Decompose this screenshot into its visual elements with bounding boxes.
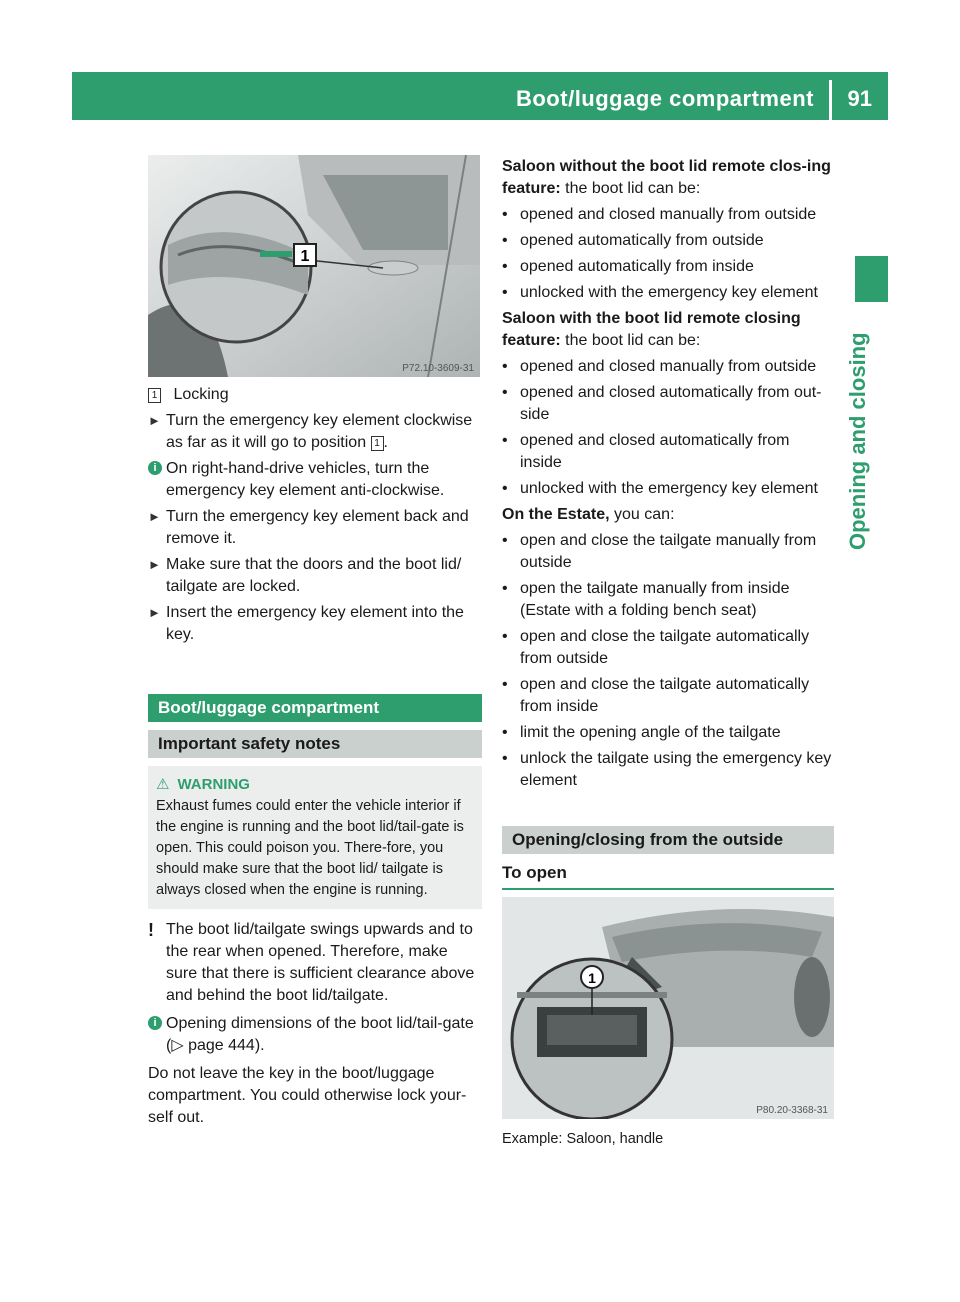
- boot-handle-illustration: [502, 897, 834, 1119]
- figure1-callout: 1: [300, 248, 310, 265]
- note1-text: The boot lid/tailgate swings upwards and to the rear when opened. Therefore, make sure that there is sufficient clearance above and behind the boot lid/tailgate.: [166, 921, 475, 1004]
- list-item: • limit the opening angle of the tailgate: [502, 724, 781, 741]
- saloon-remote-rest: the boot lid can be:: [560, 332, 701, 349]
- list-item: • unlock the tailgate using the emergency key element: [502, 750, 832, 789]
- saloon-no-remote-intro: [502, 156, 834, 200]
- list-item: • opened and closed manually from outside: [502, 358, 817, 375]
- warning-triangle-icon: ⚠: [156, 776, 170, 793]
- note-swing: [148, 919, 482, 1007]
- right-column: [502, 156, 834, 796]
- list-item: • open the tailgate manually from inside (Estate with a folding bench seat): [502, 580, 790, 619]
- boot-section: [148, 694, 482, 1133]
- warning-box: [148, 766, 482, 909]
- step-arrow-icon: ►: [148, 413, 161, 428]
- estate-heading: On the Estate,: [502, 506, 610, 523]
- step3-text: Make sure that the doors and the boot lid/ tailgate are locked.: [166, 556, 462, 595]
- step-check-locked: [148, 554, 482, 598]
- figure2-callout: 1: [588, 970, 596, 986]
- info2-text: Opening dimensions of the boot lid/tail-gate (▷ page 444).: [166, 1015, 474, 1054]
- step-arrow-icon: ►: [148, 605, 161, 620]
- section-title-opening: Opening/closing from the outside: [502, 826, 834, 854]
- list-item: • opened and closed automatically from inside: [502, 432, 790, 471]
- step-insert-key: [148, 602, 482, 646]
- warning-text: Exhaust fumes could enter the vehicle interior if the engine is running and the boot lid/tail-gate is open. This could poison you. There-fore, you should make sure that the boot lid/ tailgate is always closed when the engine is running.: [156, 798, 464, 898]
- list-item: • opened automatically from inside: [502, 258, 754, 275]
- estate-intro: [502, 504, 834, 526]
- list-item: • opened automatically from outside: [502, 232, 764, 249]
- figure2-code: P80.20-3368-31: [756, 1105, 828, 1116]
- figure2-caption: Example: Saloon, handle: [502, 1131, 664, 1147]
- callout-box: 1: [148, 388, 161, 403]
- step1-text: Turn the emergency key element clockwise as far as it will go to position: [166, 412, 473, 451]
- page-number: 91: [847, 86, 872, 111]
- list-item: • opened and closed automatically from out-side: [502, 384, 822, 423]
- list-item: • open and close the tailgate manually from outside: [502, 532, 817, 571]
- door-lock-illustration: [148, 155, 480, 377]
- info1-text: On right-hand-drive vehicles, turn the emergency key element anti-clockwise.: [166, 460, 445, 499]
- figure1-code: P72.10-3609-31: [402, 363, 474, 374]
- subsection-safety-notes: Important safety notes: [148, 730, 482, 758]
- door-lock-figure: [148, 155, 480, 377]
- side-tab-marker: [855, 256, 888, 302]
- section-title-boot: Boot/luggage compartment: [148, 694, 482, 722]
- heading-to-open: To open: [502, 862, 834, 890]
- locking-caption: [148, 384, 482, 406]
- step-turn-back: [148, 506, 482, 550]
- list-item: • open and close the tailgate automatically from inside: [502, 676, 810, 715]
- boot-handle-figure: [502, 897, 834, 1119]
- saloon-remote-intro: [502, 308, 834, 352]
- estate-rest: you can:: [609, 506, 675, 523]
- saloon-no-remote-rest: the boot lid can be:: [560, 180, 701, 197]
- paragraph-key-warning: Do not leave the key in the boot/luggage compartment. You could otherwise lock your-self out.: [148, 1065, 467, 1126]
- left-column: [148, 384, 482, 650]
- step-arrow-icon: ►: [148, 509, 161, 524]
- header-separator: [829, 80, 832, 120]
- list-saloon-remote: [502, 356, 834, 500]
- info-dimensions: [148, 1013, 482, 1057]
- info-icon: i: [148, 461, 162, 475]
- info-icon: i: [148, 1016, 162, 1030]
- step-turn-clockwise: [148, 410, 482, 454]
- info-rhd: [148, 458, 482, 502]
- list-item: • unlocked with the emergency key element: [502, 284, 818, 301]
- callout-box: 1: [371, 436, 384, 451]
- step2-text: Turn the emergency key element back and remove it.: [166, 508, 469, 547]
- list-item: • unlocked with the emergency key element: [502, 480, 818, 497]
- exclamation-icon: !: [148, 920, 154, 940]
- list-item: • open and close the tailgate automatically from outside: [502, 628, 810, 667]
- warning-heading: WARNING: [177, 776, 250, 793]
- saloon-no-remote-heading: Saloon without the boot lid remote clos-ing feature:: [502, 158, 831, 197]
- step-arrow-icon: ►: [148, 557, 161, 572]
- list-saloon-no-remote: [502, 204, 834, 304]
- side-tab-label: Opening and closing: [845, 332, 870, 550]
- page-header-bar: [72, 72, 888, 120]
- saloon-remote-heading: Saloon with the boot lid remote closing feature:: [502, 310, 801, 349]
- opening-section: [502, 826, 834, 890]
- locking-label: Locking: [173, 386, 229, 403]
- header-title: Boot/luggage compartment: [515, 86, 814, 111]
- step4-text: Insert the emergency key element into the key.: [166, 604, 464, 643]
- list-estate: [502, 530, 834, 792]
- step1-end: .: [383, 434, 388, 451]
- list-item: • opened and closed manually from outside: [502, 206, 817, 223]
